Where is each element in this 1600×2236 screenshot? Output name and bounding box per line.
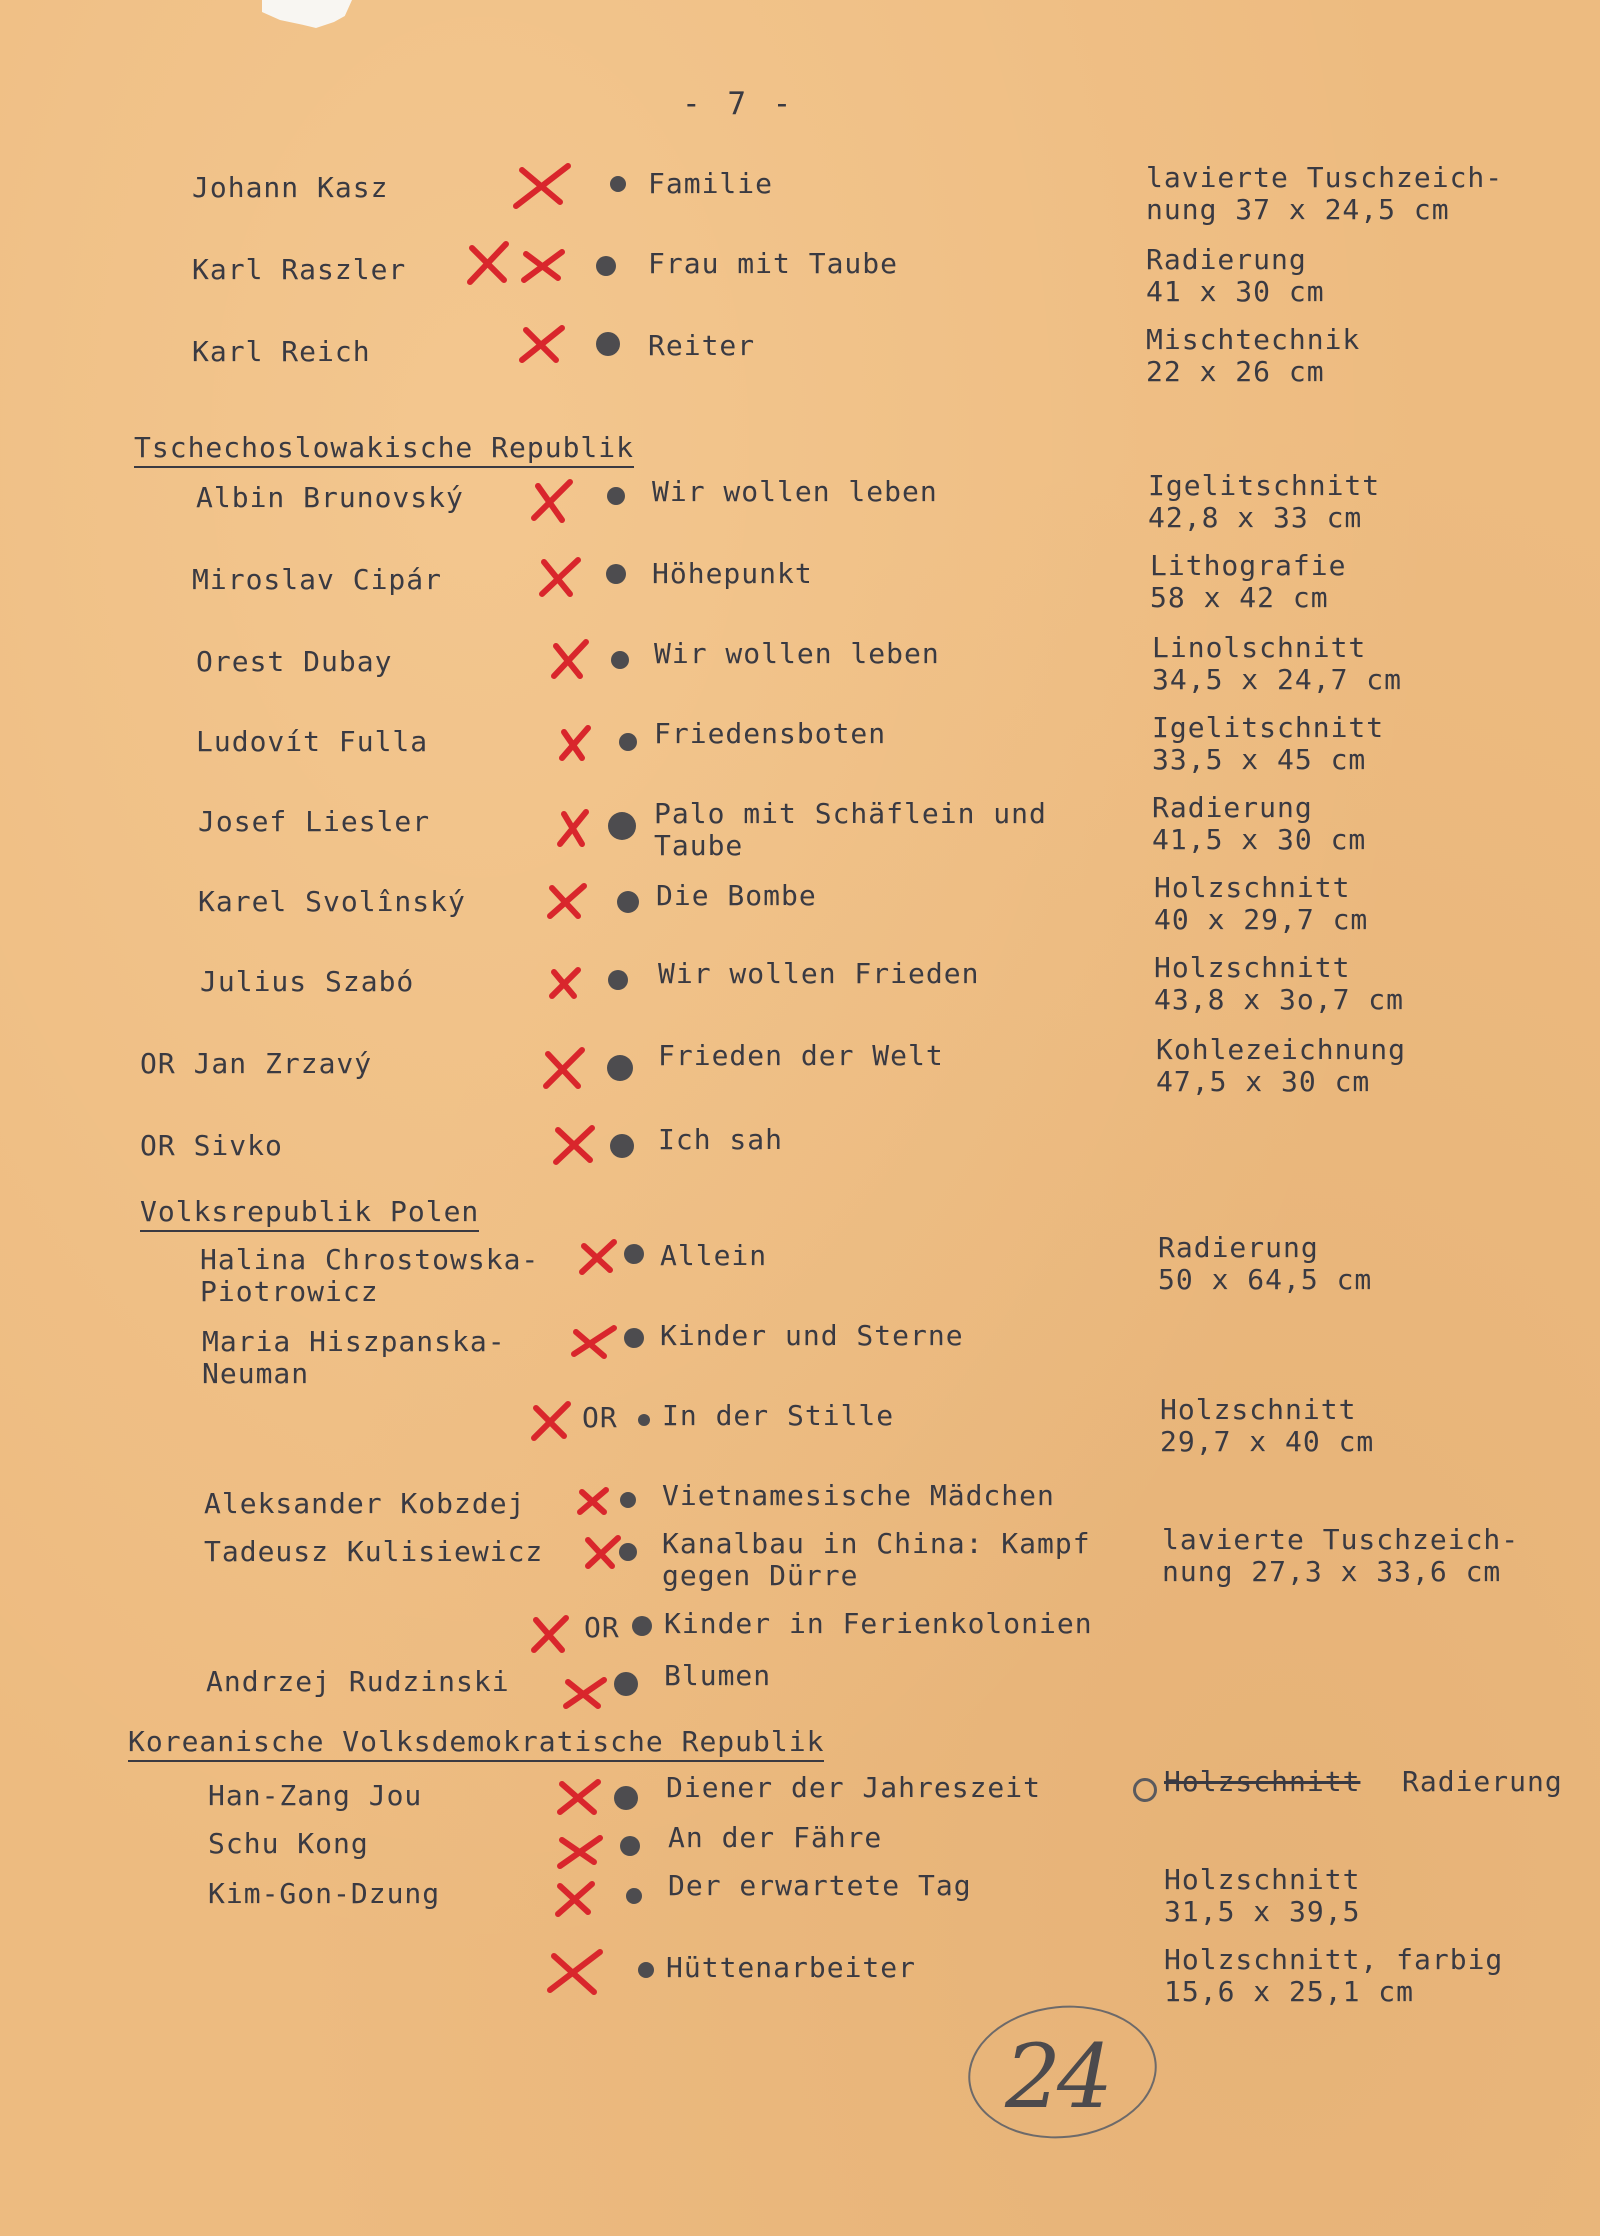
pencil-dot [610, 176, 626, 192]
red-x-mark [546, 1050, 582, 1086]
technique: Holzschnitt [1154, 951, 1351, 984]
artwork-title: Höhepunkt [652, 557, 813, 590]
artist-name: OR Jan Zrzavý [140, 1047, 373, 1080]
red-x-mark [588, 1538, 618, 1566]
technique: Linolschnitt [1152, 631, 1367, 664]
pencil-dot [638, 1414, 650, 1426]
artwork-title-line2: Taube [654, 829, 744, 862]
pencil-dot [607, 1055, 633, 1081]
red-x-mark [522, 328, 562, 360]
red-x-mark [542, 560, 578, 594]
size: 50 x 64,5 cm [1158, 1263, 1373, 1296]
page-number: - 7 - [682, 86, 796, 122]
artist-name: Han-Zang Jou [208, 1779, 423, 1812]
technique: Radierung [1158, 1231, 1319, 1264]
pencil-dot [626, 1888, 642, 1904]
artwork-title: Allein [660, 1239, 768, 1272]
red-x-mark [524, 252, 562, 280]
red-x-mark [516, 166, 568, 206]
artist-name: Johann Kasz [192, 171, 389, 204]
red-x-mark [470, 244, 506, 282]
artist-name: Maria Hiszpanska- [202, 1325, 506, 1358]
pencil-dot [619, 1543, 637, 1561]
struck-technique: Holzschnitt [1164, 1765, 1361, 1798]
artwork-title: In der Stille [662, 1399, 895, 1432]
artwork-title: Vietnamesische Mädchen [662, 1479, 1055, 1512]
pencil-dot [611, 651, 629, 669]
artist-name: Aleksander Kobzdej [204, 1487, 526, 1520]
artist-name: Karl Reich [192, 335, 371, 368]
section-heading: Volksrepublik Polen [140, 1196, 479, 1232]
artwork-title: Wir wollen Frieden [658, 957, 980, 990]
red-x-mark [534, 1404, 568, 1438]
artwork-title: Hüttenarbeiter [666, 1951, 917, 1984]
pencil-dot [610, 1134, 634, 1158]
technique: Lithografie [1150, 549, 1347, 582]
artwork-title: Palo mit Schäflein und [654, 797, 1047, 830]
technique: Holzschnitt [1154, 871, 1351, 904]
pencil-dot [619, 733, 637, 751]
artwork-title: Kinder und Sterne [660, 1319, 964, 1352]
artist-name: Andrzej Rudzinski [206, 1665, 510, 1698]
red-x-mark [560, 1782, 598, 1812]
alternative-marker: OR [582, 1401, 618, 1434]
artist-name: Albin Brunovský [196, 481, 464, 514]
size: 41,5 x 30 cm [1152, 823, 1367, 856]
technique: Igelitschnitt [1152, 711, 1385, 744]
pencil-dot [607, 487, 625, 505]
artwork-title: Wir wollen leben [654, 637, 940, 670]
red-x-mark [566, 1680, 604, 1706]
red-x-mark [534, 482, 570, 520]
pencil-dot [624, 1328, 644, 1348]
size: nung 27,3 x 33,6 cm [1162, 1555, 1502, 1588]
size: 33,5 x 45 cm [1152, 743, 1367, 776]
artist-name: Kim-Gon-Dzung [208, 1877, 441, 1910]
size: 43,8 x 3o,7 cm [1154, 983, 1405, 1016]
artwork-title: Frau mit Taube [648, 247, 899, 280]
size: 22 x 26 cm [1146, 355, 1325, 388]
artwork-title-line2: gegen Dürre [662, 1559, 859, 1592]
artist-name: Josef Liesler [198, 805, 431, 838]
pencil-dot [620, 1836, 640, 1856]
red-x-mark [582, 1242, 614, 1272]
pencil-dot [620, 1492, 636, 1508]
red-x-mark [554, 642, 586, 676]
artwork-title: An der Fähre [668, 1821, 883, 1854]
technique: Igelitschnitt [1148, 469, 1381, 502]
alternative-marker: OR [584, 1611, 620, 1644]
red-x-mark [534, 1618, 566, 1650]
pencil-dot [617, 891, 639, 913]
pencil-dot [608, 812, 636, 840]
artwork-title: Kanalbau in China: Kampf [662, 1527, 1091, 1560]
artist-name: Miroslav Cipár [192, 563, 443, 596]
pencil-dot [606, 564, 626, 584]
section-heading: Tschechoslowakische Republik [134, 432, 634, 468]
stamp-number: 24 [1005, 2025, 1109, 2128]
pencil-dot [624, 1244, 644, 1264]
size: 29,7 x 40 cm [1160, 1425, 1375, 1458]
size: nung 37 x 24,5 cm [1146, 193, 1450, 226]
size: 47,5 x 30 cm [1156, 1065, 1371, 1098]
pencil-dot [638, 1962, 654, 1978]
artist-name-line2: Neuman [202, 1357, 310, 1390]
artwork-title: Kinder in Ferienkolonien [664, 1607, 1093, 1640]
red-x-mark [550, 886, 584, 916]
red-x-mark [550, 1952, 600, 1992]
artwork-title: Friedensboten [654, 717, 887, 750]
artwork-title: Blumen [664, 1659, 772, 1692]
artwork-title: Die Bombe [656, 879, 817, 912]
size: 34,5 x 24,7 cm [1152, 663, 1403, 696]
artwork-title: Reiter [648, 329, 756, 362]
size: 42,8 x 33 cm [1148, 501, 1363, 534]
technique: lavierte Tuschzeich- [1162, 1523, 1520, 1556]
artist-name: Karl Raszler [192, 253, 407, 286]
artist-name: OR Sivko [140, 1129, 283, 1162]
artist-name: Tadeusz Kulisiewicz [204, 1535, 544, 1568]
artist-name: Ludovít Fulla [196, 725, 429, 758]
artist-name: Halina Chrostowska- [200, 1243, 540, 1276]
artist-name: Karel Svolînský [198, 885, 466, 918]
technique: Holzschnitt [1160, 1393, 1357, 1426]
artwork-title: Familie [648, 167, 774, 200]
pencil-dot [614, 1786, 638, 1810]
artwork-title: Der erwartete Tag [668, 1869, 972, 1902]
red-x-mark [580, 1490, 606, 1512]
red-x-mark [560, 1838, 600, 1866]
technique: Radierung [1152, 791, 1313, 824]
red-x-mark [574, 1328, 614, 1356]
red-x-mark [552, 970, 578, 996]
technique: Radierung [1402, 1765, 1563, 1798]
artist-name-line2: Piotrowicz [200, 1275, 379, 1308]
pencil-dot [632, 1616, 652, 1636]
artist-name: Julius Szabó [200, 965, 415, 998]
pencil-dot [596, 332, 620, 356]
technique: Holzschnitt [1164, 1863, 1361, 1896]
artist-name: Orest Dubay [196, 645, 393, 678]
size: 31,5 x 39,5 [1164, 1895, 1361, 1928]
size: 15,6 x 25,1 cm [1164, 1975, 1415, 2008]
artist-name: Schu Kong [208, 1827, 369, 1860]
pencil-dot [614, 1672, 638, 1696]
red-x-mark [560, 812, 586, 844]
red-x-mark [556, 1128, 592, 1162]
technique: Holzschnitt, farbig [1164, 1943, 1504, 1976]
section-heading: Koreanische Volksdemokratische Republik [128, 1726, 824, 1762]
size: 40 x 29,7 cm [1154, 903, 1369, 936]
size: 58 x 42 cm [1150, 581, 1329, 614]
red-x-mark [562, 728, 588, 758]
artwork-title: Frieden der Welt [658, 1039, 944, 1072]
pencil-dot [596, 256, 616, 276]
size: 41 x 30 cm [1146, 275, 1325, 308]
technique: lavierte Tuschzeich- [1146, 161, 1504, 194]
technique: Kohlezeichnung [1156, 1033, 1407, 1066]
technique: Radierung [1146, 243, 1307, 276]
red-x-mark [558, 1884, 592, 1914]
pencil-dot [608, 970, 628, 990]
artwork-title: Wir wollen leben [652, 475, 938, 508]
artwork-title: Diener der Jahreszeit [666, 1771, 1042, 1804]
technique: Mischtechnik [1146, 323, 1361, 356]
artwork-title: Ich sah [658, 1123, 784, 1156]
